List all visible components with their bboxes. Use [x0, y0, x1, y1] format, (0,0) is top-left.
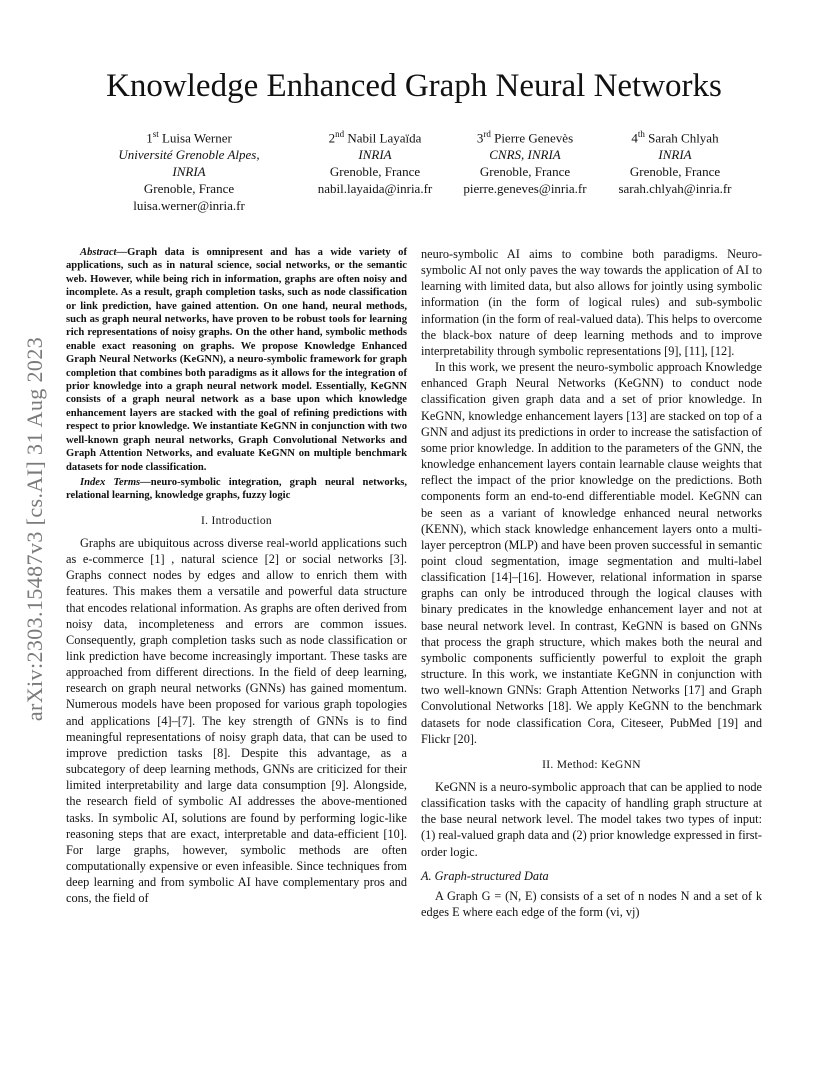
subsection-heading-graph-data: A. Graph-structured Data: [421, 868, 549, 883]
index-terms-label: Index Terms—: [80, 476, 151, 488]
author-block-4: [590, 126, 760, 197]
abstract-label: Abstract—: [80, 247, 128, 258]
author-email: sarah.chlyah@inria.fr: [618, 181, 732, 197]
author-city: Grenoble, France: [479, 164, 571, 180]
left-column: [66, 246, 407, 906]
arxiv-identifier: arXiv:2303.15487v3 [cs.AI] 31 Aug 2023: [22, 336, 47, 722]
author-block-2: [290, 126, 460, 197]
author-email: luisa.werner@inria.fr: [133, 198, 245, 214]
author-affiliation: INRIA: [658, 147, 692, 163]
author-block-3: [440, 126, 610, 197]
intro-continuation-paragraph: neuro-symbolic AI aims to combine both paradigms. Neuro-symbolic AI not only paves the way towards the application of AI to learning with limited data, but also allows for jointly using symbolic information (in the form of logical rules) and sub-symbolic information (in the form of real-valued data). This helps to overcome the black-box nature of deep learning methods and to improve interpretability through symbolic representations [9], [11], [12].: [421, 247, 762, 358]
index-terms-text: neuro-symbolic integration, graph neural networks, relational learning, knowledge graphs, fuzzy logic: [66, 476, 407, 502]
author-affiliation: CNRS, INRIA: [489, 147, 561, 163]
author-name: 3rd Pierre Genevès: [476, 129, 574, 146]
author-email: pierre.geneves@inria.fr: [463, 181, 587, 197]
abstract: [66, 246, 407, 474]
intro-contribution-paragraph: In this work, we present the neuro-symbolic approach Knowledge enhanced Graph Neural Networks (KeGNN) to conduct node classification given graph data and a set of prior knowledge. In KeGNN, knowledge enhancement layers [13] are stacked on top of a GNN and adjust its predictions in order to increase the satisfaction of some prior knowledge. In addition to the parameters of the GNN, the knowledge enhancement layers contain learnable clause weights that reflect the impact of the prior knowledge on the predictions. Both components form an end-to-end differentiable model. KeGNN can be seen as a variant of knowledge enhanced neural networks (KENN), which stack knowledge enhancement layers onto a multi-layer perceptron (MLP) and have been proven successful in semantic point cloud segmentation, image segmentation and multi-label classification [14]–[16]. However, relational information in sparse graphs can only be introduced through the logical clauses with binary predicates in the knowledge enhancement layer and not at base neural network level. In contrast, KeGNN is based on GNNs that process the graph structure, which makes both the neural and symbolic components sufficiently powerful to exploit the graph structure. In this work, we instantiate KeGNN in conjunction with two well-known GNNs: Graph Attention Networks [17] and Graph Convolutional Networks [18]. We apply KeGNN to the benchmark datasets for node classification Cora, Citeseer, PubMed [19] and Flickr [20].: [421, 360, 762, 746]
author-city: Grenoble, France: [629, 164, 721, 180]
section-heading-method: II. Method: KeGNN: [542, 758, 641, 771]
paper-title: Knowledge Enhanced Graph Neural Networks: [106, 68, 722, 104]
graph-data-paragraph: A Graph G = (N, E) consists of a set of n nodes N and a set of k edges E where each edge of the form (vi, vj): [421, 888, 762, 920]
author-block-1: [104, 126, 274, 214]
author-affiliation: INRIA: [358, 147, 392, 163]
author-name: 4th Sarah Chlyah: [631, 129, 719, 146]
author-city: Grenoble, France: [329, 164, 421, 180]
intro-paragraph: Graphs are ubiquitous across diverse real-world applications such as e-commerce [1] , natural science [2] or social networks [3]. Graphs connect nodes by edges and allow to enrich them with features. This makes them a versatile and powerful data structure that encodes relational information. As graphs are often derived from noisy data, incompleteness and errors are common issues. Consequently, graph completion tasks such as node classification or link prediction have become increasingly important. These tasks are approached from different directions. In the field of deep learning, research on graph neural networks (GNNs) has gained momentum. Numerous models have been proposed for various graph topologies and applications [4]–[7]. The key strength of GNNs is to find meaningful representations of noisy graph data, that can be used to improve prediction tasks [8]. Despite this advantage, as a subcategory of deep learning methods, GNNs are criticized for their limited interpretability and large data consumption [9]. Alongside, the research field of symbolic AI addresses the above-mentioned tasks. In symbolic AI, solutions are found by performing logic-like reasoning steps that are exact, interpretable and data-efficient [10]. For large graphs, however, symbolic methods are often computationally expensive or even infeasible. Since techniques from deep learning and from symbolic AI have complementary pros and cons, the field of: [66, 535, 407, 906]
author-city: Grenoble, France: [143, 181, 235, 197]
author-affiliation: Université Grenoble Alpes, INRIA: [118, 147, 260, 180]
author-name: 2nd Nabil Layaïda: [328, 129, 422, 146]
method-paragraph: KeGNN is a neuro-symbolic approach that can be applied to node classification tasks with the capacity of handling graph structure at the base neural network level. The model takes two types of input: (1) real-valued graph data and (2) prior knowledge expressed in first-order logic.: [421, 780, 762, 859]
author-name: 1st Luisa Werner: [146, 129, 232, 146]
author-email: nabil.layaida@inria.fr: [317, 181, 433, 197]
index-terms: [66, 476, 407, 503]
section-heading-introduction: I. Introduction: [201, 514, 272, 527]
abstract-text: Graph data is omnipresent and has a wide variety of applications, such as in natural science, social networks, or the semantic web. However, while being rich in information, graphs are often noisy and incomplete. As a result, graph completion tasks, such as node classification or link prediction, have gained attention. On one hand, neural methods, such as graph neural networks, have proven to be robust tools for learning rich representations of noisy graphs. On the other hand, symbolic methods enable exact reasoning on graphs. We propose Knowledge Enhanced Graph Neural Networks (KeGNN), a neuro-symbolic framework for graph completion that combines both paradigms as it allows for the integration of prior knowledge into a graph neural network model. Essentially, KeGNN consists of a graph neural network as a base upon which knowledge enhancement layers are stacked with the goal of refining predictions with respect to prior knowledge. We instantiate KeGNN in conjunction with two well-known graph neural networks, Graph Convolutional Networks and Graph Attention Networks, and evaluate KeGNN on multiple benchmark datasets for node classification.: [66, 247, 407, 473]
right-column: [421, 246, 762, 920]
